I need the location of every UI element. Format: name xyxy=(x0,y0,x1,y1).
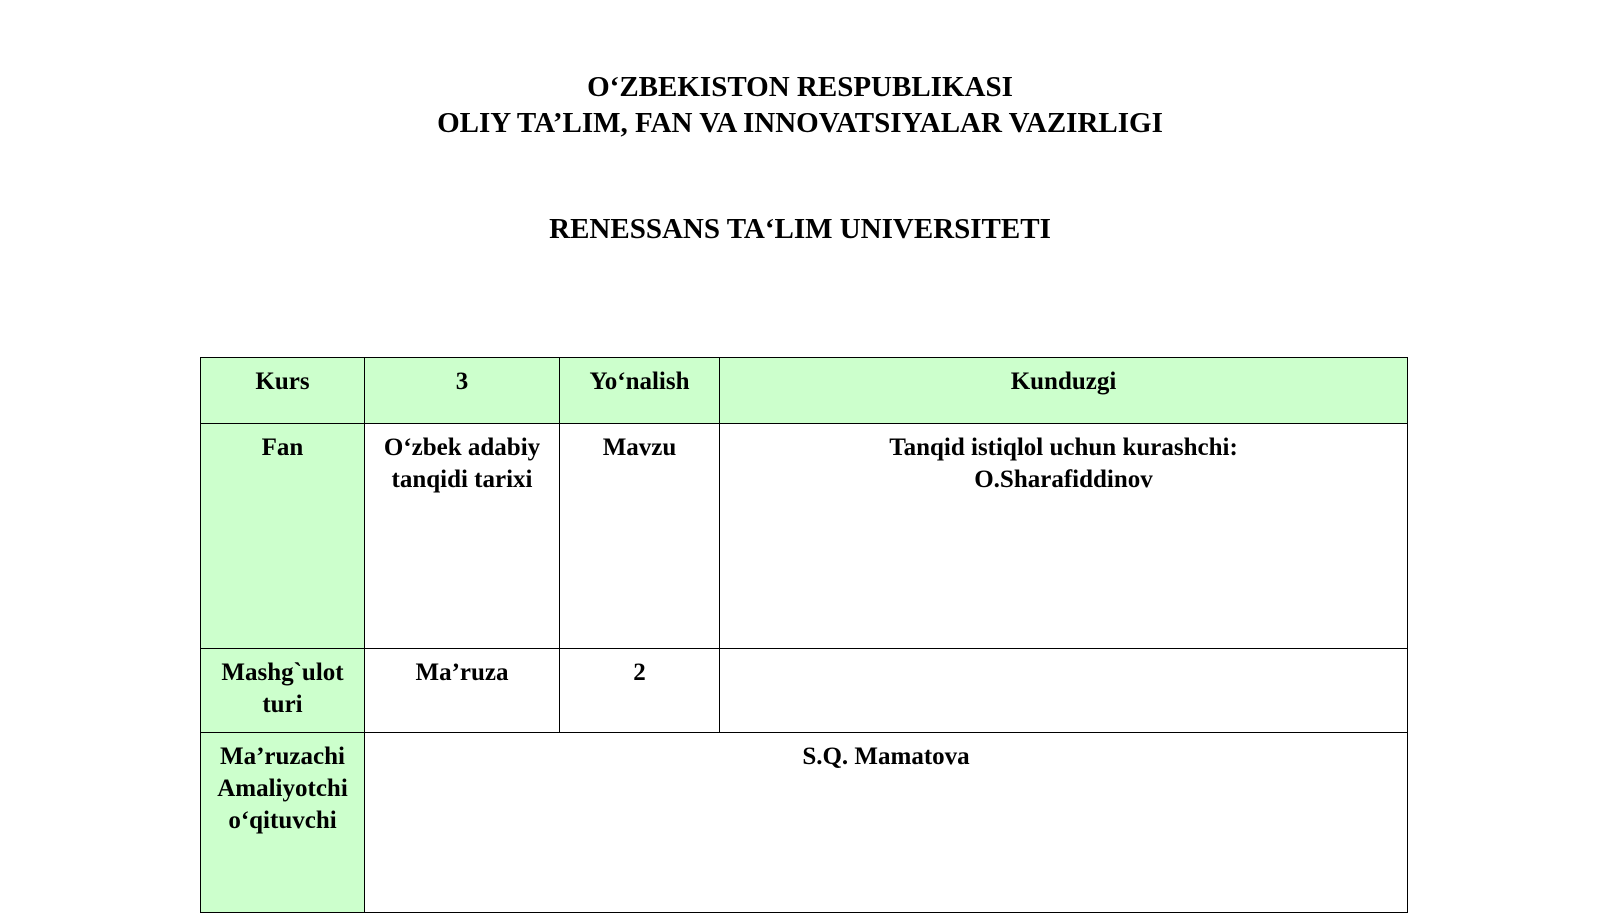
ministry-title: OLIY TA’LIM, FAN VA INNOVATSIYALAR VAZIRLIGI xyxy=(437,107,1163,139)
mashgulot-hours: 2 xyxy=(633,659,646,686)
topic-cell xyxy=(720,424,1408,649)
fan-label-cell xyxy=(201,424,365,649)
fan-label: Fan xyxy=(261,434,304,461)
yonalish-value: Kunduzgi xyxy=(1010,368,1117,395)
ministry-header-line1 xyxy=(0,70,1600,104)
mavzu-label: Mavzu xyxy=(602,434,677,461)
mashgulot-label-line2: turi xyxy=(262,691,303,718)
yonalish-label-cell xyxy=(560,358,720,424)
university-header xyxy=(0,212,1600,246)
mashgulot-extra-cell xyxy=(720,649,1408,733)
country-title: O‘ZBEKISTON RESPUBLIKASI xyxy=(587,71,1013,103)
kurs-value-cell xyxy=(365,358,560,424)
maruzachi-label-line3: o‘qituvchi xyxy=(228,807,337,834)
mashgulot-label-cell xyxy=(201,649,365,733)
university-title: RENESSANS TA‘LIM UNIVERSITETI xyxy=(549,213,1051,245)
mavzu-label-cell xyxy=(560,424,720,649)
mashgulot-type: Ma’ruza xyxy=(415,659,509,686)
table-row-mashgulot xyxy=(201,649,1408,733)
ministry-header-line2 xyxy=(0,106,1600,140)
topic-line1: Tanqid istiqlol uchun kurashchi: xyxy=(889,434,1238,461)
fan-value-line2: tanqidi tarixi xyxy=(391,466,533,493)
mashgulot-label-line1: Mashg`ulot xyxy=(221,659,344,686)
kurs-label: Kurs xyxy=(255,368,310,395)
course-info-table xyxy=(200,357,1408,913)
maruzachi-label-cell xyxy=(201,733,365,913)
maruzachi-label-line1: Ma’ruzachi xyxy=(220,743,345,770)
yonalish-label: Yo‘nalish xyxy=(589,368,690,395)
kurs-label-cell xyxy=(201,358,365,424)
fan-value-cell xyxy=(365,424,560,649)
mashgulot-type-cell xyxy=(365,649,560,733)
lecturer-name: S.Q. Mamatova xyxy=(802,743,970,770)
table-row-maruzachi xyxy=(201,733,1408,913)
yonalish-value-cell xyxy=(720,358,1408,424)
fan-value-line1: O‘zbek adabiy xyxy=(383,434,541,461)
maruzachi-label-line2: Amaliyotchi xyxy=(217,775,348,802)
table-row-fan xyxy=(201,424,1408,649)
mashgulot-hours-cell xyxy=(560,649,720,733)
lecturer-cell xyxy=(365,733,1408,913)
topic-line2: O.Sharafiddinov xyxy=(974,466,1153,493)
kurs-value: 3 xyxy=(455,368,469,395)
table-row-kurs xyxy=(201,358,1408,424)
